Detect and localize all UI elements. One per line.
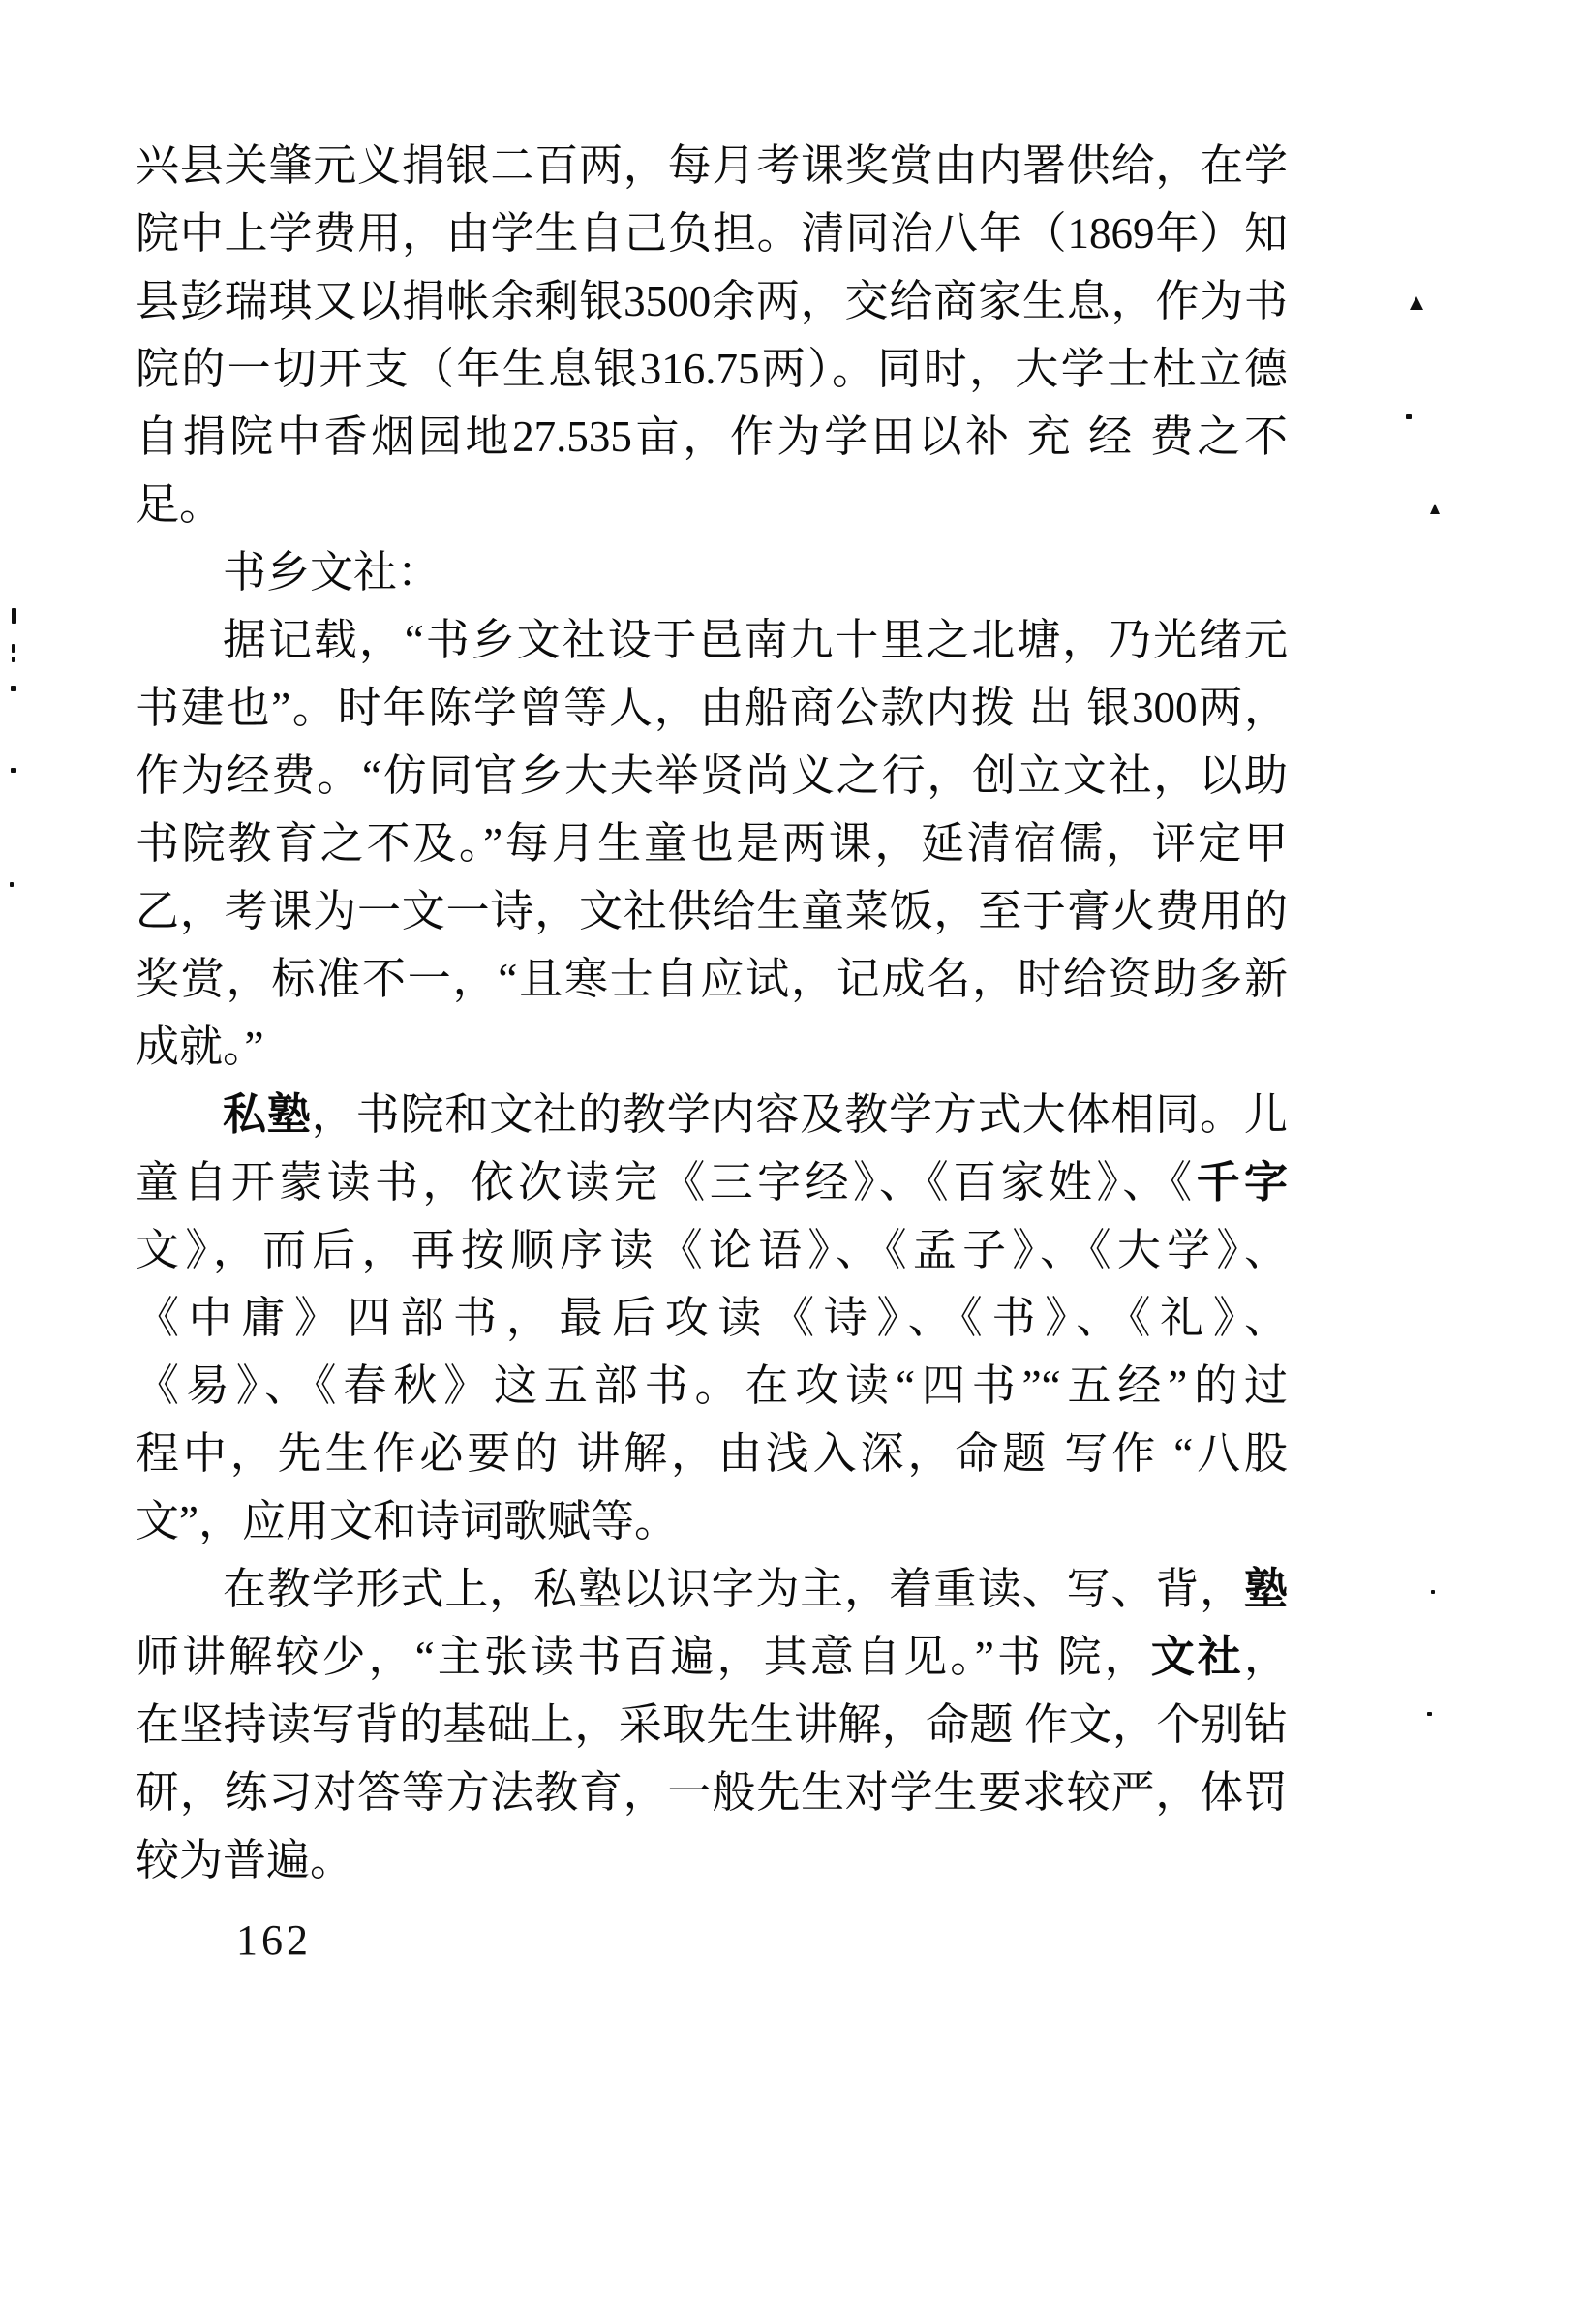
text-segment: 自捐院中香烟园地27.535亩，作为学田以补 充 经 费之不: [136, 413, 1288, 461]
text-segment: 研，练习对答等方法教育，一般先生对学生要求较严，体罚: [136, 1768, 1288, 1817]
text-line: [136, 471, 1288, 538]
text-line: [136, 538, 1288, 606]
text-line: [136, 674, 1288, 742]
scan-speck: [12, 644, 15, 653]
text-line: [136, 1081, 1288, 1148]
text-segment: 乙，考课为一文一诗，文社供给生童菜饭，至于膏火费用的: [136, 887, 1288, 935]
text-segment: 成就。”: [136, 1023, 264, 1071]
emphasized-text: 千字: [1196, 1158, 1288, 1207]
text-line: [136, 810, 1288, 877]
text-segment: 文: [136, 1226, 186, 1274]
text-segment: 奖赏，标准不一，“且寒士自应试，记成名，时给资助多新: [136, 955, 1288, 1003]
text-line: [136, 1555, 1288, 1623]
text-segment: 书建也”。时年陈学曾等人，由船商公款内拨 出 银300两，: [136, 684, 1288, 732]
text-segment: 据记载，“书乡文社设于邑南九十里之北塘，乃光绪元: [223, 616, 1288, 664]
text-line: [136, 1284, 1288, 1352]
text-line: [136, 1691, 1288, 1758]
scan-triangle-speck: [1410, 296, 1423, 310]
text-segment: 较为普遍。: [136, 1836, 354, 1884]
scan-speck: [1406, 414, 1412, 419]
text-segment: 师讲解较少，“主张读书百遍，其意自见。”书 院，: [136, 1633, 1151, 1681]
text-segment: 作为经费。“仿同官乡大夫举贤尚义之行，创立文社，以助: [136, 751, 1288, 800]
text-line: [136, 1420, 1288, 1487]
scan-speck: [11, 768, 16, 773]
text-line: [136, 1623, 1288, 1691]
emphasized-text: 文社: [1150, 1633, 1244, 1681]
text-segment: 童自开蒙读书，依次读完《三字经》、《百家姓》、《: [136, 1158, 1197, 1207]
text-line: [136, 1352, 1288, 1420]
text-segment: 在教学形式上，私塾以识字为主，着重读、写、背，: [223, 1565, 1244, 1613]
text-segment: ，: [1243, 1633, 1288, 1681]
text-segment: 程中，先生作必要的 讲解，由浅入深，命题 写作 “八股: [136, 1429, 1288, 1478]
text-line: [136, 606, 1288, 674]
body-text: [136, 132, 1288, 1894]
scan-speck: [12, 657, 15, 662]
text-line: [136, 877, 1288, 945]
text-segment: 足。: [136, 480, 224, 529]
scan-speck: [10, 882, 14, 887]
text-segment: 县彭瑞琪又以捐帐余剩银3500余两，交给商家生息，作为书: [136, 277, 1288, 325]
text-line: [136, 1487, 1288, 1555]
text-segment: 书院教育之不及。”每月生童也是两课，延清宿儒，评定甲: [136, 819, 1288, 868]
text-segment: 院中上学费用，由学生自己负担。清同治八年（1869年）知: [136, 209, 1288, 258]
scan-speck: [1427, 1712, 1432, 1716]
text-segment: 兴县关肇元义捐银二百两，每月考课奖赏由内署供给，在学: [136, 141, 1288, 190]
text-line: [136, 742, 1288, 810]
text-line: [136, 199, 1288, 267]
scan-speck: [11, 686, 16, 691]
text-line: [136, 267, 1288, 335]
emphasized-text: 私塾: [223, 1090, 312, 1139]
text-line: [136, 945, 1288, 1013]
scan-triangle-speck: [1430, 504, 1440, 514]
emphasized-text: 塾: [1243, 1565, 1288, 1613]
text-line: [136, 403, 1288, 471]
text-segment: 文”，应用文和诗词歌赋等。: [136, 1497, 678, 1545]
text-line: [136, 335, 1288, 403]
text-segment: 书乡文社：: [223, 548, 441, 596]
scan-speck: [12, 608, 16, 624]
text-segment: 院的一切开支（年生息银316.75两）。同时，大学士杜立德: [136, 345, 1288, 393]
text-line: [136, 1148, 1288, 1216]
text-line: [136, 1758, 1288, 1826]
text-line: [136, 1216, 1288, 1284]
scan-speck: [1431, 1590, 1435, 1594]
text-segment: 在坚持读写背的基础上，采取先生讲解，命题 作文，个别钻: [136, 1700, 1288, 1749]
text-line: [136, 132, 1288, 199]
text-segment: 《中庸》四部书，最后攻读《诗》、《书》、《礼》、: [136, 1294, 1288, 1342]
page-number: 162: [236, 1916, 312, 1964]
text-segment: 《易》、《春秋》这五部书。在攻读“四书”“五经”的过: [136, 1361, 1288, 1410]
text-line: [136, 1013, 1288, 1081]
text-line: [136, 1826, 1288, 1894]
text-segment: 》，而后，再按顺序读《论语》、《孟子》、《大学》、: [185, 1226, 1288, 1274]
text-segment: ，书院和文社的教学内容及教学方式大体相同。儿: [311, 1090, 1288, 1139]
